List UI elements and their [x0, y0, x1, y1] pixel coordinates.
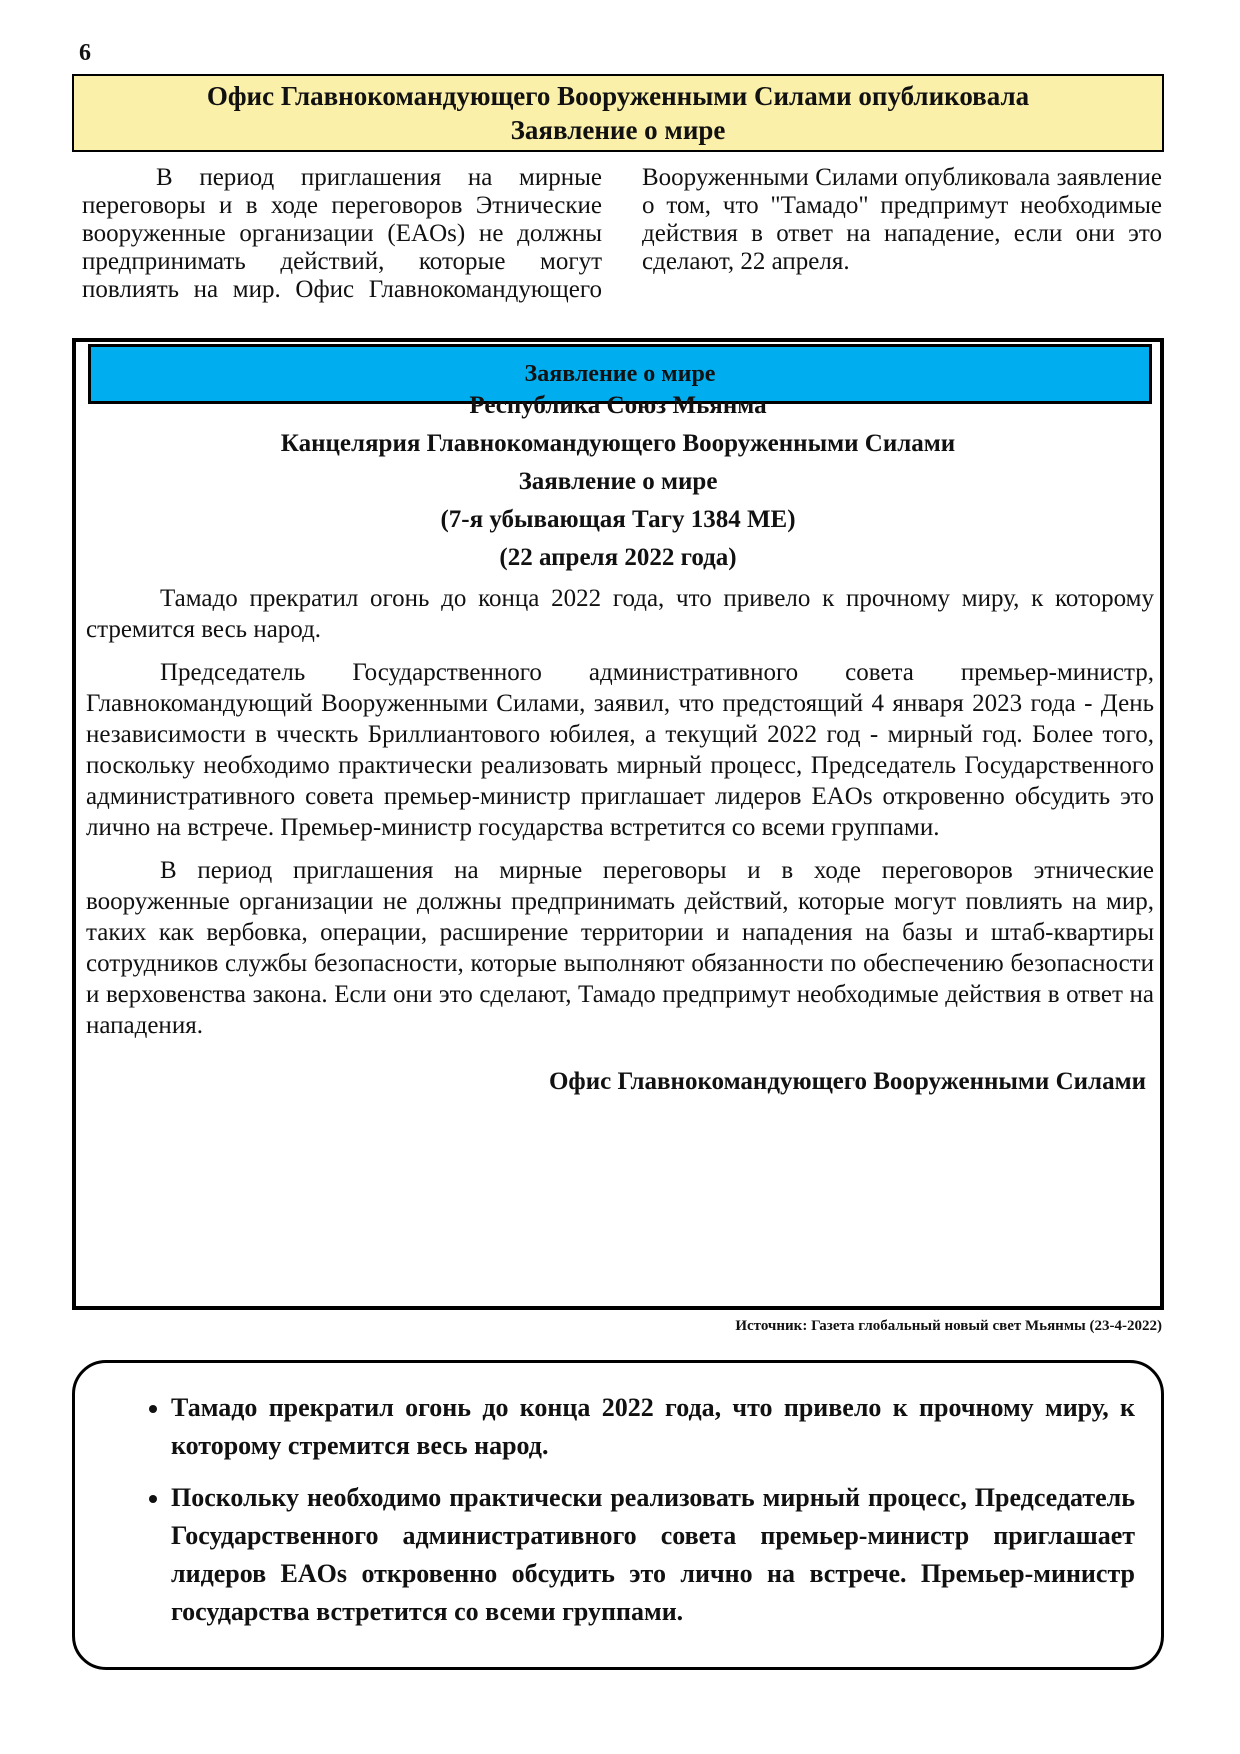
source-citation: Источник: Газета глобальный новый свет Мьянмы (23-4-2022) — [735, 1318, 1162, 1334]
summary-item: • Тамадо прекратил огонь до конца 2022 года, что привело к прочному миру, к которому стремится весь народ. — [171, 1389, 1135, 1465]
article-headline — [72, 74, 1164, 152]
statement-paragraph: Председатель Государственного административного совета премьер-министр, Главнокомандующий Вооруженными Силами, заявил, что предстоящий 4 января 2023 года - День независимости в чческть Бриллиантового юбилея, а текущий 2022 год - мирный год. Более того, поскольку необходимо практически реализовать мирный процесс, Председатель Государственного административного совета премьер-министр приглашает лидеров EAOs откровенно обсудить это лично на встрече. Премьер-министр государства встретится со всеми группами. — [86, 659, 1154, 841]
statement-body — [86, 583, 1154, 1053]
summary-item: • Поскольку необходимо практически реализовать мирный процесс, Председатель Государственного административного совета премьер-министр приглашает лидеров EAOs откровенно обсудить это лично на встрече. Премьер-министр государства встретится со всеми группами. — [171, 1479, 1135, 1631]
statement-heading-date: (22 апреля 2022 года) — [499, 544, 737, 571]
headline-line-1: Офис Главнокомандующего Вооруженными Силами опубликовала — [206, 81, 1030, 111]
intro-paragraph: В период приглашения на мирные переговоры и в ходе переговоров Этнические вооруженные организации (EAOs) не должны предпринимать действий, которые могут повлиять на мир. Офис Главнокомандующего Вооруженными Силами опубликовала заявление о том, что "Тамадо" предпримут необходимые действия в ответ на нападение, если они это сделают, 22 апреля. — [82, 164, 1162, 303]
statement-heading-title: Заявление о мире — [518, 468, 718, 495]
statement-banner: Заявление о мире — [88, 344, 1152, 404]
page-number: 6 — [79, 40, 91, 66]
headline-line-2: Заявление о мире — [510, 115, 726, 145]
statement-frame — [72, 338, 1164, 1310]
statement-heading-country: Республика Союз Мьянма — [469, 392, 767, 419]
statement-paragraph: Тамадо прекратил огонь до конца 2022 года, что привело к прочному миру, к которому стремится весь народ. — [86, 585, 1154, 643]
statement-paragraph: В период приглашения на мирные переговоры и в ходе переговоров этнические вооруженные организации не должны предпринимать действий, которые могут повлиять на мир, таких как вербовка, операции, расширение территории и нападения на базы и штаб-квартиры сотрудников службы безопасности, которые выполняют обязанности по обеспечению безопасности и верховенства закона. Если они это сделают, Тамадо предпримут необходимые действия в ответ на нападения. — [86, 857, 1154, 1039]
summary-list — [125, 1389, 1135, 1631]
summary-box — [72, 1360, 1164, 1670]
statement-signature: Офис Главнокомандующего Вооруженными Силами — [548, 1068, 1146, 1095]
intro-text — [82, 164, 1162, 332]
statement-heading-myanmar-date: (7-я убывающая Тагу 1384 МЕ) — [440, 506, 796, 533]
statement-heading-office: Канцелярия Главнокомандующего Вооруженными Силами — [280, 430, 956, 457]
